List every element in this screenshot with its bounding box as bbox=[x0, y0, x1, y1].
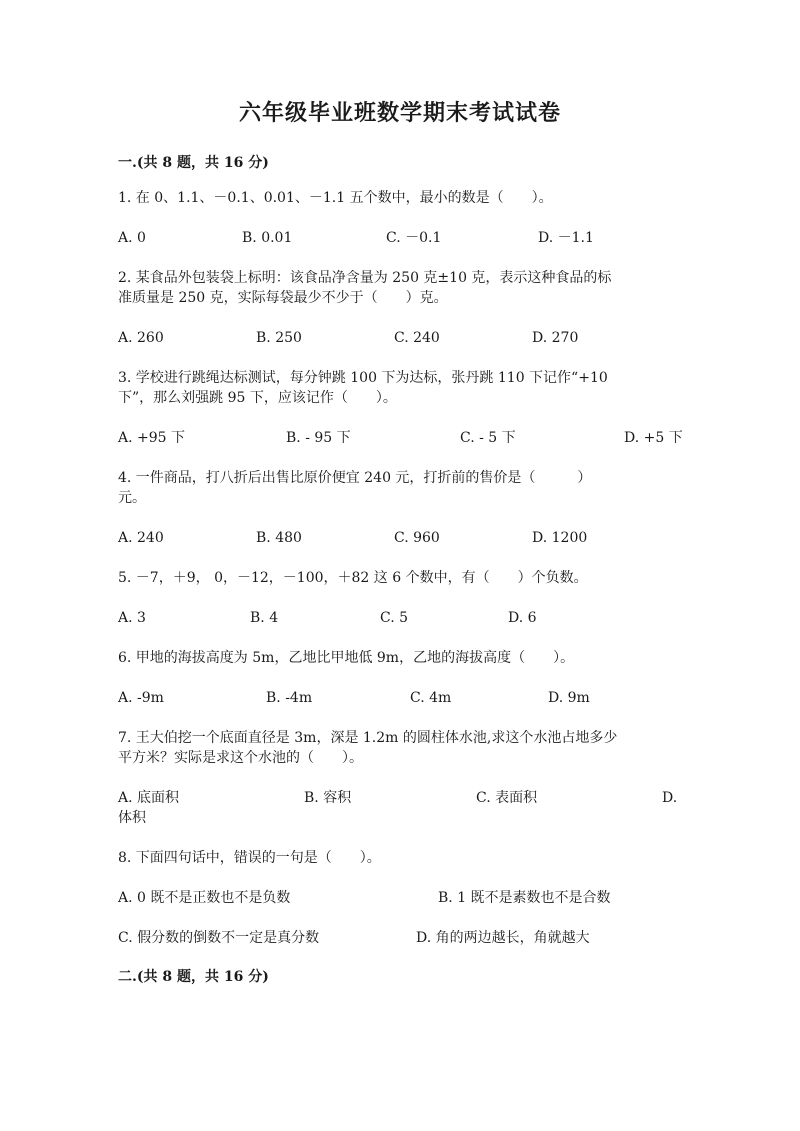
question-7-option-a: A. 底面积 bbox=[118, 790, 180, 806]
question-1-option-d: D. －1.1 bbox=[538, 230, 594, 246]
question-5-option-d: D. 6 bbox=[508, 610, 537, 626]
question-3-option-d: D. +5 下 bbox=[624, 430, 683, 446]
question-8-option-c: C. 假分数的倒数不一定是真分数 bbox=[118, 930, 320, 946]
question-4-text-line-1: 4. 一件商品，打八折后出售比原价便宜 240 元，打折前的售价是（ ） bbox=[118, 470, 592, 486]
section-heading-2: 二.(共 8 题，共 16 分) bbox=[118, 969, 269, 985]
question-6-option-a: A. -9m bbox=[118, 690, 164, 706]
section-heading-1: 一.(共 8 题，共 16 分) bbox=[118, 155, 269, 171]
question-1-option-b: B. 0.01 bbox=[242, 230, 293, 246]
question-4-option-a: A. 240 bbox=[118, 530, 164, 546]
question-4-option-c: C. 960 bbox=[394, 530, 440, 546]
question-7-option-c: C. 表面积 bbox=[476, 790, 538, 806]
question-7-text-line-2: 平方米？实际是求这个水池的（ ）。 bbox=[118, 750, 363, 766]
question-3-option-b: B. - 95 下 bbox=[286, 430, 351, 446]
question-2-option-a: A. 260 bbox=[118, 330, 164, 346]
question-6-text: 6. 甲地的海拔高度为 5m，乙地比甲地低 9m，乙地的海拔高度（ ）。 bbox=[118, 650, 575, 666]
question-7-option-b: B. 容积 bbox=[304, 790, 352, 806]
question-7-option-d: D. bbox=[662, 790, 678, 806]
question-1-text: 1. 在 0、1.1、－0.1、0.01、－1.1 五个数中，最小的数是（ ）。 bbox=[118, 190, 553, 206]
question-5-option-c: C. 5 bbox=[380, 610, 409, 626]
question-7-text-line-1: 7. 王大伯挖一个底面直径是 3m，深是 1.2m 的圆柱体水池,求这个水池占地多少 bbox=[118, 730, 618, 746]
question-8-text: 8. 下面四句话中，错误的一句是（ ）。 bbox=[118, 850, 381, 866]
question-2-option-b: B. 250 bbox=[256, 330, 302, 346]
question-3-text-line-2: 下”，那么刘强跳 95 下，应该记作（ ）。 bbox=[118, 390, 397, 406]
question-5-option-a: A. 3 bbox=[118, 610, 146, 626]
question-2-option-c: C. 240 bbox=[394, 330, 440, 346]
question-8-option-d: D. 角的两边越长，角就越大 bbox=[416, 930, 590, 946]
question-6-option-b: B. -4m bbox=[266, 690, 313, 706]
question-3-option-c: C. - 5 下 bbox=[460, 430, 516, 446]
question-5-text: 5. －7，＋9， 0，－12，－100，＋82 这 6 个数中，有（ ）个负数。 bbox=[118, 570, 588, 586]
question-7-option-d-continued: 体积 bbox=[118, 810, 146, 826]
question-4-option-d: D. 1200 bbox=[532, 530, 588, 546]
question-3-option-a: A. +95 下 bbox=[118, 430, 186, 446]
question-4-text-line-2: 元。 bbox=[118, 490, 146, 506]
question-6-option-c: C. 4m bbox=[410, 690, 452, 706]
question-3-text-line-1: 3. 学校进行跳绳达标测试，每分钟跳 100 下为达标，张丹跳 110 下记作“+10 bbox=[118, 370, 608, 386]
question-8-option-b: B. 1 既不是素数也不是合数 bbox=[438, 890, 611, 906]
question-1-option-c: C. －0.1 bbox=[386, 230, 442, 246]
question-1-option-a: A. 0 bbox=[118, 230, 146, 246]
question-8-option-a: A. 0 既不是正数也不是负数 bbox=[118, 890, 291, 906]
question-2-option-d: D. 270 bbox=[532, 330, 579, 346]
question-2-text-line-2: 准质量是 250 克，实际每袋最少不少于（ ）克。 bbox=[118, 290, 448, 306]
question-5-option-b: B. 4 bbox=[250, 610, 279, 626]
question-4-option-b: B. 480 bbox=[256, 530, 302, 546]
question-6-option-d: D. 9m bbox=[548, 690, 590, 706]
page-title: 六年级毕业班数学期末考试试卷 bbox=[238, 100, 561, 126]
question-2-text-line-1: 2. 某食品外包装袋上标明：该食品净含量为 250 克±10 克，表示这种食品的标 bbox=[118, 270, 612, 286]
